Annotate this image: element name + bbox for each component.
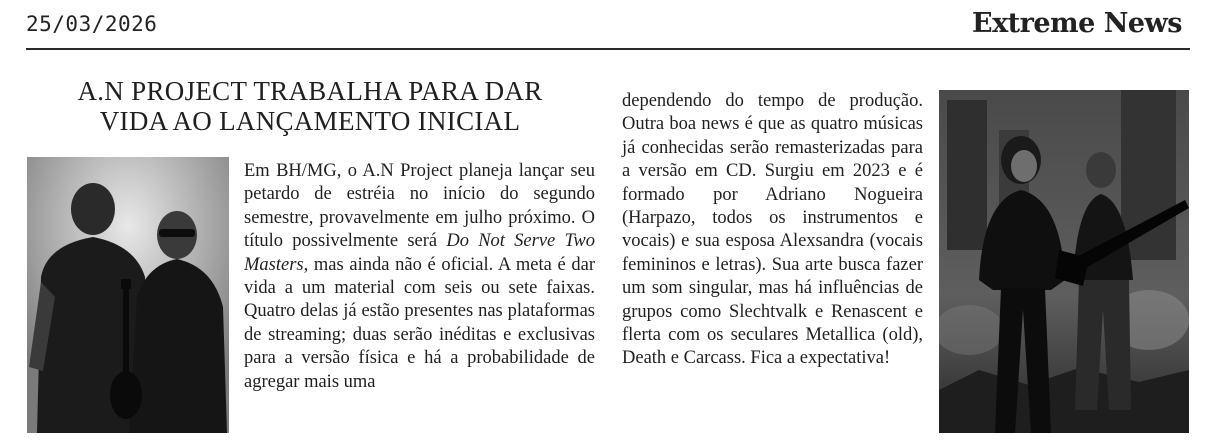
band-promo-photo (939, 90, 1189, 433)
article-headline (34, 76, 586, 136)
issue-date: 25/03/2026 (26, 12, 158, 36)
band-promo-illustration (939, 90, 1189, 433)
album-title: Do Not Serve Two Masters (244, 231, 595, 275)
article-column-2: dependendo do tempo de produção. Outra boa news é que as quatro músicas já conhecidas serão remasterizadas para a versão em CD. Surgiu em 2023 e é formado por Adriano Nogueira (Harpazo, todos os instrumentos e vocais) e sua esposa Alexsandra (vocais femininos e letras). Sua arte busca fazer um som singular, mas há influências de grupos como Slechtvalk e Renascent e flerta com os seculares Metallica (old), Death e Carcass. Fica a expectativa! (622, 91, 923, 369)
band-portrait-illustration (27, 157, 229, 433)
newspaper-masthead: Extreme News (972, 8, 1182, 39)
headline-line-1: A.N PROJECT TRABALHA PARA DAR (77, 76, 543, 106)
article-column-1 (244, 160, 595, 394)
col1-text-before-title: Em BH/MG, o A.N Project planeja lançar seu petardo de estréia no início do segundo semestre, provavelmente em julho próximo. O título possivelmente será (244, 161, 595, 252)
band-portrait-photo (27, 157, 229, 433)
col1-text-after-title: , mas ainda não é oficial. A meta é dar vida a um material com seis ou sete faixas. Quatro delas já estão presentes nas plataformas de streaming; duas serão inéditas e exclusivas para a versão física e há a probabilidade de agregar mais uma (244, 254, 595, 392)
header-rule (26, 48, 1190, 50)
headline-line-2: VIDA AO LANÇAMENTO INICIAL (99, 106, 521, 136)
